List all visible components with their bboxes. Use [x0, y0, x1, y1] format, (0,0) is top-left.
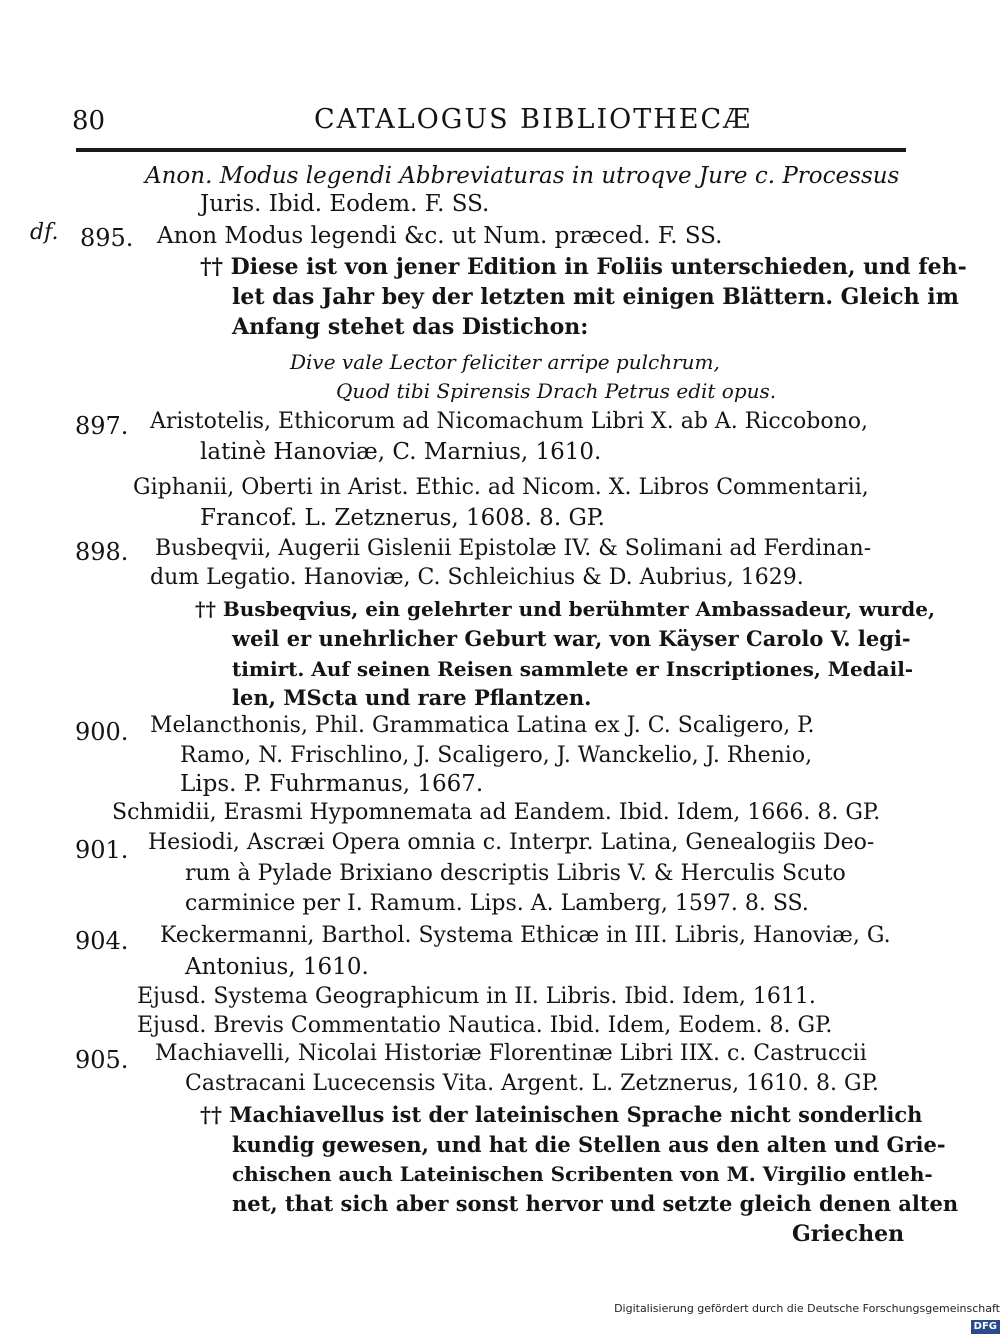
distichon-line: Quod tibi Spirensis Drach Petrus edit opus. — [336, 379, 777, 403]
entry-note-line: Anfang stehet das Distichon: — [232, 314, 589, 340]
entry-line: Hesiodi, Ascræi Opera omnia c. Interpr. Latina, Genealogiis Deo- — [148, 830, 875, 855]
entry-line: Ramo, N. Frischlino, J. Scaligero, J. Wanckelio, J. Rhenio, — [180, 743, 813, 768]
entry-line: Juris. Ibid. Eodem. F. SS. — [200, 191, 490, 217]
entry-line: Anon. Modus legendi Abbreviaturas in utroqve Jure c. Processus — [145, 163, 900, 189]
header-rule — [76, 148, 906, 152]
entry-line: Antonius, 1610. — [185, 954, 369, 980]
entry-note-line: let das Jahr bey der letzten mit einigen Blättern. Gleich im — [232, 284, 959, 310]
entry-line: Ejusd. Brevis Commentatio Nautica. Ibid. Idem, Eodem. 8. GP. — [137, 1013, 833, 1038]
entry-number: 905. — [75, 1046, 129, 1074]
running-title: CATALOGUS BIBLIOTHECÆ — [314, 104, 753, 135]
entry-line: carminice per I. Ramum. Lips. A. Lamberg, 1597. 8. SS. — [185, 891, 809, 916]
entry-note-line: weil er unehrlicher Geburt war, von Käyser Carolo V. legi- — [232, 626, 911, 651]
entry-line: Francof. L. Zetznerus, 1608. 8. GP. — [200, 505, 605, 531]
entry-number: 904. — [75, 927, 129, 955]
entry-line: dum Legatio. Hanoviæ, C. Schleichius & D. Aubrius, 1629. — [150, 565, 804, 590]
entry-note-line: †† Machiavellus ist der lateinischen Sprache nicht sonderlich — [200, 1102, 923, 1127]
entry-line: Busbeqvii, Augerii Gislenii Epistolæ IV. & Solimani ad Ferdinan- — [155, 536, 872, 561]
entry-line: Schmidii, Erasmi Hypomnemata ad Eandem. Ibid. Idem, 1666. 8. GP. — [112, 800, 881, 825]
margin-note: df. — [30, 220, 59, 245]
entry-note-line: †† Diese ist von jener Edition in Foliis unterschieden, und feh- — [200, 254, 967, 280]
entry-note-line: chischen auch Lateinischen Scribenten von M. Virgilio entleh- — [232, 1162, 933, 1186]
dfg-logo: DFG — [971, 1320, 1000, 1334]
entry-number: 901. — [75, 836, 129, 864]
entry-line: rum à Pylade Brixiano descriptis Libris V. & Herculis Scuto — [185, 861, 846, 886]
distichon-line: Dive vale Lector feliciter arripe pulchrum, — [290, 350, 720, 374]
entry-note-line: len, MScta und rare Pflantzen. — [232, 685, 592, 710]
page-number: 80 — [72, 106, 106, 136]
entry-number: 897. — [75, 412, 129, 440]
entry-line: latinè Hanoviæ, C. Marnius, 1610. — [200, 439, 602, 465]
entry-line: Anon Modus legendi &c. ut Num. præced. F. SS. — [157, 223, 723, 249]
entry-line: Keckermanni, Barthol. Systema Ethicæ in III. Libris, Hanoviæ, G. — [160, 923, 891, 948]
entry-note-line: kundig gewesen, und hat die Stellen aus den alten und Grie- — [232, 1132, 946, 1157]
entry-number: 898. — [75, 538, 129, 566]
entry-line: Giphanii, Oberti in Arist. Ethic. ad Nicom. X. Libros Commentarii, — [133, 475, 869, 500]
entry-note-line: net, that sich aber sonst hervor und setzte gleich denen alten — [232, 1191, 959, 1216]
entry-note-line: †† Busbeqvius, ein gelehrter und berühmter Ambassadeur, wurde, — [195, 597, 935, 621]
entry-line: Lips. P. Fuhrmanus, 1667. — [180, 771, 484, 797]
entry-note-line: timirt. Auf seinen Reisen sammlete er Inscriptiones, Medail- — [232, 657, 914, 681]
entry-line: Melancthonis, Phil. Grammatica Latina ex J. C. Scaligero, P. — [150, 713, 815, 738]
entry-line: Aristotelis, Ethicorum ad Nicomachum Libri X. ab A. Riccobono, — [150, 409, 868, 434]
entry-number: 895. — [80, 224, 134, 252]
digitization-footer — [600, 1300, 1000, 1332]
entry-number: 900. — [75, 718, 129, 746]
entry-line: Machiavelli, Nicolai Historiæ Florentinæ Libri IIX. c. Castruccii — [155, 1041, 867, 1066]
entry-line: Ejusd. Systema Geographicum in II. Libris. Ibid. Idem, 1611. — [137, 984, 816, 1009]
footer-text: Digitalisierung gefördert durch die Deutsche Forschungsgemeinschaft — [614, 1302, 1000, 1315]
catchword: Griechen — [792, 1221, 905, 1247]
entry-line: Castracani Lucecensis Vita. Argent. L. Zetznerus, 1610. 8. GP. — [185, 1071, 879, 1096]
